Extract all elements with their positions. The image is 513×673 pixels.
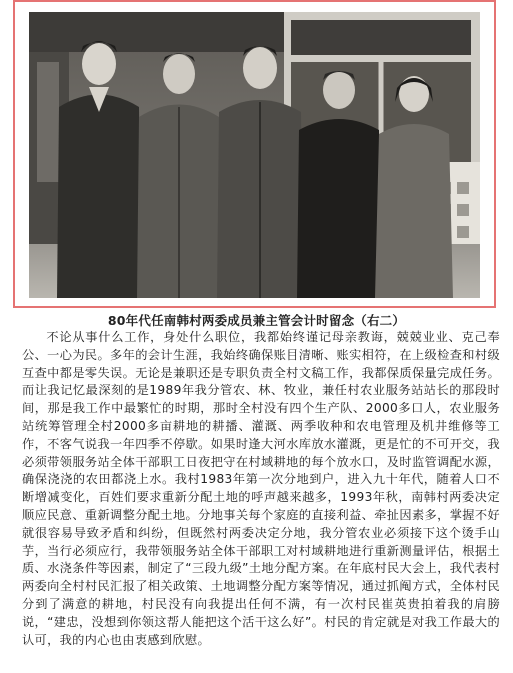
group-photo-image <box>29 12 480 298</box>
article-body <box>22 329 500 649</box>
article-paragraph: 不论从事什么工作，身处什么职位，我都始终谨记母亲教诲，兢兢业业、克己奉公、一心为民。多年的会计生涯，我始终确保账目清晰、账实相符，在上级检查和村级互查中都是零失误。无论是兼职还是专职负责全村文稿工作，我都保质保量完成任务。而让我记忆最深刻的是1989年我分管农、林、牧业，兼任村农业服务站站长的那段时间，那是我工作中最繁忙的时期，那时全村没有四个生产队、2000多口人，农业服务站统筹管理全村2000多亩耕地的耕播、灌溉、两季收种和农电管理及机井维修等工作，不客气说我一年四季不停歇。如果时逢大河水库放水灌溉，更是忙的不可开交，我必须带领服务站全体干部职工日夜把守在村域耕地的每个放水口，及时监管调配水源，确保浇浇的农田都浇上水。我村1983年第一次分地到户，进入九十年代，随着人口不断增减变化，百姓们要求重新分配土地的呼声越来越多，1993年秋，南韩村两委决定顺应民意、重新调整分配土地。分地事关每个家庭的直接利益、牵扯因素多，掌握不好就很容易导致矛盾和纠纷，但既然村两委决定分地，我分管农业必须接下这个烫手山芋，当行必须应行，我带领服务站全体干部职工对村域耕地进行重新测量评估，根据土质、水浇条件等因素，制定了“三段九级”土地分配方案。在年底村民大会上，我代表村两委向全村村民汇报了相关政策、土地调整分配方案等情况，通过抓阄方式，全体村民分到了满意的耕地，村民没有向我提出任何不满，有一次村民崔英贵拍着我的肩膀说，“建忠，没想到你领这帮人能把这个活干这么好”。村民的肯定就是对我工作最大的认可，我的内心也由衷感到欣慰。 <box>22 330 500 647</box>
group-photo <box>29 12 480 298</box>
photo-frame <box>13 0 496 308</box>
photo-caption: 80年代任南韩村两委成员兼主管会计时留念（右二） <box>107 313 406 328</box>
